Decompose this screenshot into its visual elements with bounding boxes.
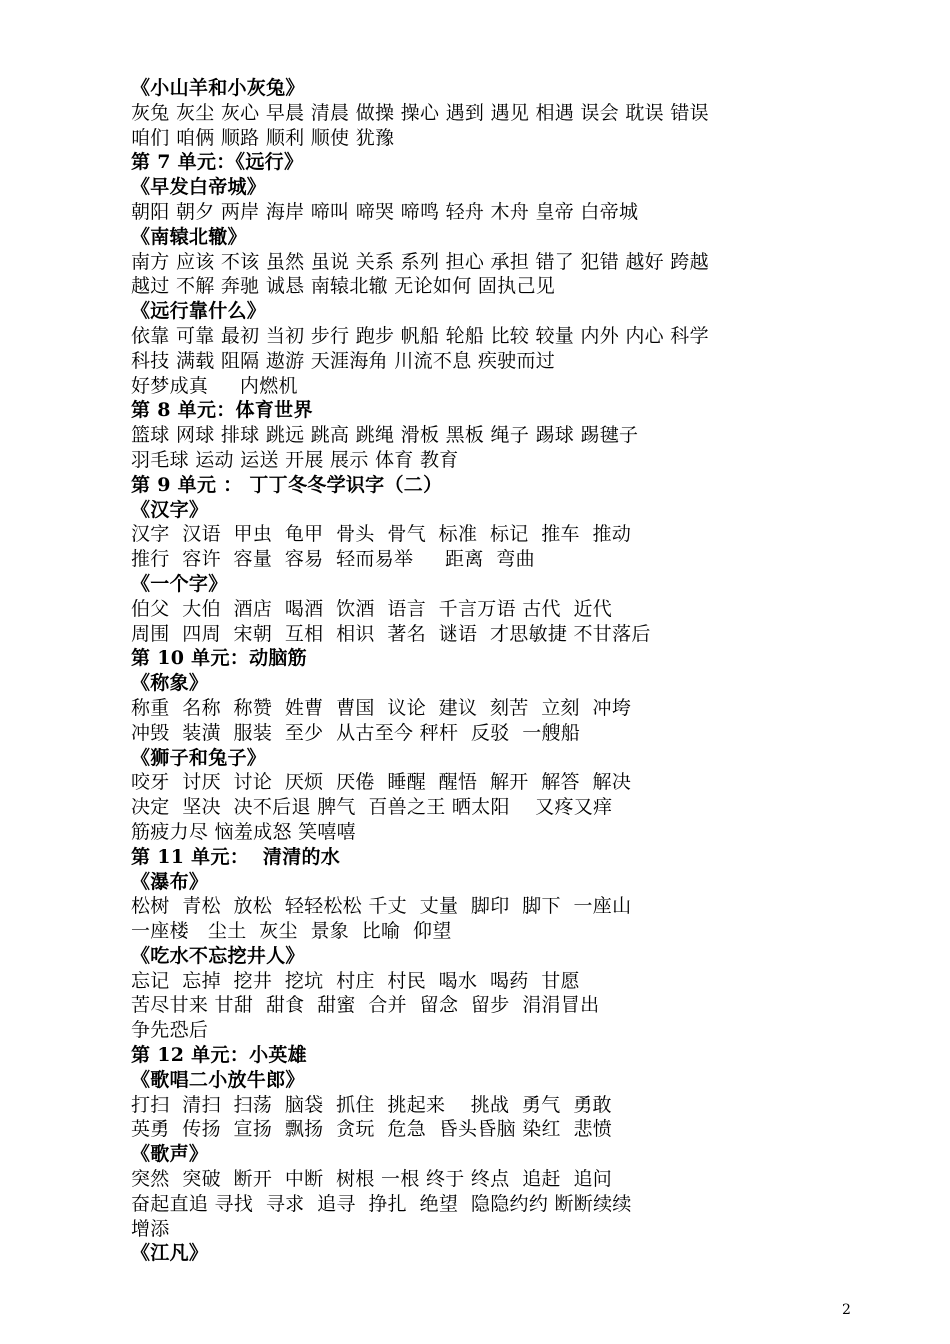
word-list-line: 南方 应该 不该 虽然 虽说 关系 系列 担心 承担 错了 犯错 越好 跨越 xyxy=(131,250,709,273)
word-list-line: 增添 xyxy=(131,1217,170,1240)
lesson-title: 《吃水不忘挖井人》 xyxy=(131,944,305,967)
lesson-title: 《南辕北辙》 xyxy=(131,225,247,248)
lesson-title: 《江凡》 xyxy=(131,1242,209,1265)
unit-heading: 第 10 单元：动脑筋 xyxy=(131,647,307,670)
lesson-title: 《远行靠什么》 xyxy=(131,300,267,323)
lesson-title: 《早发白帝城》 xyxy=(131,176,267,199)
word-list-line: 称重 名称 称赞 姓曹 曹国 议论 建议 刻苦 立刻 冲垮 xyxy=(131,696,632,719)
word-list-line: 周围 四周 宋朝 互相 相识 著名 谜语 才思敏捷 不甘落后 xyxy=(131,622,651,645)
word-list-line: 筋疲力尽 恼羞成怒 笑嘻嘻 xyxy=(131,820,356,843)
word-list-line: 羽毛球 运动 运送 开展 展示 体育 教育 xyxy=(131,448,459,471)
lesson-title: 《汉字》 xyxy=(131,498,209,521)
word-list-line: 突然 突破 断开 中断 树根 一根 终于 终点 追赶 追问 xyxy=(131,1168,613,1191)
word-list-line: 奋起直追 寻找 寻求 追寻 挣扎 绝望 隐隐约约 断断续续 xyxy=(131,1192,632,1215)
lesson-title: 《瀑布》 xyxy=(131,870,209,893)
word-list-line: 英勇 传扬 宣扬 飘扬 贪玩 危急 昏头昏脑 染红 悲愤 xyxy=(131,1118,613,1141)
lesson-title: 《小山羊和小灰兔》 xyxy=(131,77,305,99)
unit-heading: 第 7 单元：《远行》 xyxy=(131,151,304,174)
unit-heading: 第 8 单元：体育世界 xyxy=(131,399,313,422)
word-list-line: 篮球 网球 排球 跳远 跳高 跳绳 滑板 黑板 绳子 踢球 踢毽子 xyxy=(131,424,639,447)
word-list-line: 推行 容许 容量 容易 轻而易举 距离 弯曲 xyxy=(131,548,535,571)
lesson-title: 《称象》 xyxy=(131,672,209,695)
lesson-title: 《歌声》 xyxy=(131,1143,209,1166)
unit-heading: 第 11 单元： 清清的水 xyxy=(131,845,341,868)
unit-heading: 第 12 单元：小英雄 xyxy=(131,1044,307,1067)
word-list-line: 依靠 可靠 最初 当初 步行 跑步 帆船 轮船 比较 较量 内外 内心 科学 xyxy=(131,324,709,347)
word-list-line: 汉字 汉语 甲虫 龟甲 骨头 骨气 标准 标记 推车 推动 xyxy=(131,523,632,546)
word-list-line: 争先恐后 xyxy=(131,1019,209,1042)
word-list-line: 冲毁 装潢 服装 至少 从古至今 秤杆 反驳 一艘船 xyxy=(131,721,581,744)
word-list-line: 苦尽甘来 甘甜 甜食 甜蜜 合并 留念 留步 涓涓冒出 xyxy=(131,994,600,1017)
word-list-line: 好梦成真 内燃机 xyxy=(131,374,298,397)
word-list-line: 伯父 大伯 酒店 喝酒 饮酒 语言 千言万语 古代 近代 xyxy=(131,597,613,620)
word-list-line: 科技 满载 阻隔 遨游 天涯海角 川流不息 疾驶而过 xyxy=(131,349,556,372)
word-list-line: 松树 青松 放松 轻轻松松 千丈 丈量 脚印 脚下 一座山 xyxy=(131,895,632,918)
lesson-title: 《狮子和兔子》 xyxy=(131,746,267,769)
page-number: 2 xyxy=(842,1302,851,1318)
document-body xyxy=(131,76,871,1266)
word-list-line: 打扫 清扫 扫荡 脑袋 抓住 挑起来 挑战 勇气 勇敢 xyxy=(131,1093,612,1116)
word-list-line: 越过 不解 奔驰 诚恳 南辕北辙 无论如何 固执己见 xyxy=(131,275,556,298)
word-list-line: 咱们 咱俩 顺路 顺利 顺使 犹豫 xyxy=(131,126,395,149)
word-list-line: 忘记 忘掉 挖井 挖坑 村庄 村民 喝水 喝药 甘愿 xyxy=(131,969,580,992)
word-list-line: 朝阳 朝夕 两岸 海岸 啼叫 啼哭 啼鸣 轻舟 木舟 皇帝 白帝城 xyxy=(131,200,639,223)
word-list-line: 咬牙 讨厌 讨论 厌烦 厌倦 睡醒 醒悟 解开 解答 解决 xyxy=(131,771,632,794)
lesson-title: 《歌唱二小放牛郎》 xyxy=(131,1068,305,1091)
word-list-line: 决定 坚决 决不后退 脾气 百兽之王 晒太阳 又疼又痒 xyxy=(131,796,613,819)
unit-heading: 第 9 单元 ： 丁丁冬冬学识字（二） xyxy=(131,473,443,496)
word-list-line: 一座楼 尘土 灰尘 景象 比喻 仰望 xyxy=(131,920,452,943)
word-list-line: 灰兔 灰尘 灰心 早晨 清晨 做操 操心 遇到 遇见 相遇 误会 耽误 错误 xyxy=(131,101,709,124)
lesson-title: 《一个字》 xyxy=(131,572,228,595)
